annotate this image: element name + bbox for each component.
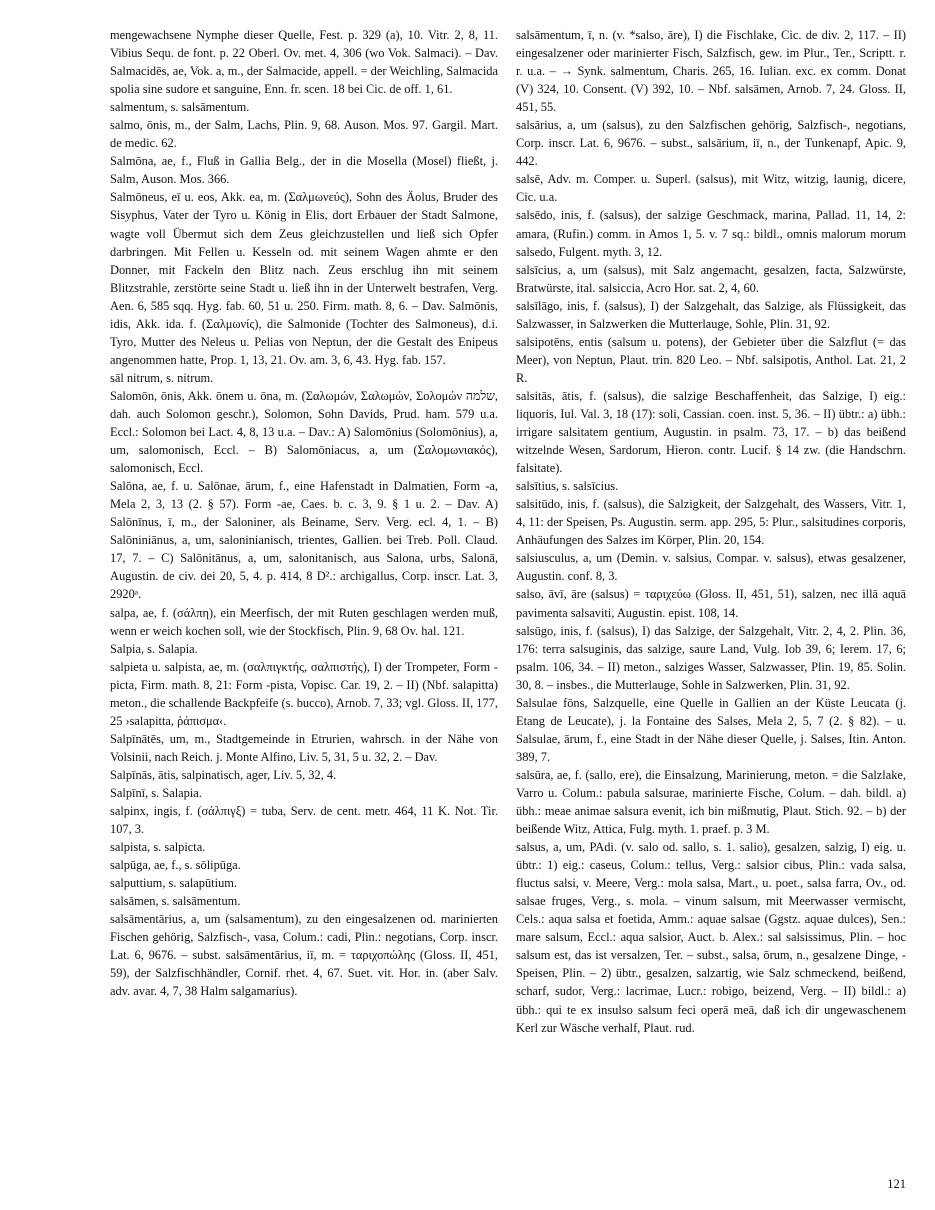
dictionary-entry: Salsulae fōns, Salzquelle, eine Quelle in Gallien an der Küste Leucata (j. Etang de Leucate), j. la Fontaine des Salses, Mela 2, 5, 7 (2. § 82). – u. Salsulae, ārum, f., eine Stadt in der Nähe dieser Quelle, j. Salses, Itin. Anton. 389, 7. bbox=[516, 695, 906, 764]
dictionary-entry: salsāmentārius, a, um (salsamentum), zu den eingesalzenen od. marinierten Fischen gehörig, Salzfisch-, vasa, Colum.: cadi, Plin.: negotians, Corp. inscr. Lat. 6, 9676. – subst. salsāmentārius, iī, m. = ταριχοπώλης (Gloss. II, 451, 59), der Salzfischhändler, Cornif. rhet. 4, 67. Suet. vit. Hor. in. (aber Salv. adv. avar. 4, 7, 38 Halm salgamarius). bbox=[110, 912, 498, 999]
dictionary-entry: Salomōn, ōnis, Akk. ōnem u. ōna, m. (Σαλωμών, Σαλωμών, Σολομών שלמה, dah. auch Solomon geschr.), Solomon, Sohn Davids, Prud. ham. 579 u.a. Eccl.: Solomon bei Lact. 4, 8, 13 u.a. – Dav.: A) Salomōnius (Solomōnius), a, um, salomonisch, Eccl. – B) Salomōniacus, a, um (Σαλομωνιακός), salomonisch, Eccl. bbox=[110, 388, 498, 476]
dictionary-entry: Salpīnātēs, um, m., Stadtgemeinde in Etrurien, wahrsch. in der Nähe von Volsinii, nach Reich. j. Monte Alfino, Liv. 5, 31, 5 u. 32, 2. – Dav. bbox=[110, 731, 498, 764]
dictionary-entry: salpieta u. salpista, ae, m. (σαλπιγκτής, σαλπιστής), I) der Trompeter, Form -picta, Firm. math. 8, 21: Form -pista, Vopisc. Car. 19, 2. – II) (Nbf. salapitta) meton., die schallende Backpfeife (s. bucco), Arnob. 7, 33; vgl. Gloss. II, 177, 25 ›salapitta, ῥάπισμα‹. bbox=[110, 659, 498, 728]
dictionary-entry: salsipotēns, entis (salsum u. potens), der Gebieter über die Salzflut (= das Meer), von Neptun, Plaut. trin. 820 Leo. – Nbf. salsipotis, Anthol. Lat. 21, 2 R. bbox=[516, 334, 906, 385]
dictionary-entry: salpa, ae, f. (σάλπη), ein Meerfisch, der mit Ruten geschlagen werden muß, wenn er weich kochen soll, wie der Stockfisch, Plin. 9, 68 Ov. hal. 121. bbox=[110, 605, 498, 638]
dictionary-entry: salsītius, s. salsīcius. bbox=[516, 479, 619, 494]
dictionary-entry: Salpīnī, s. Salapia. bbox=[110, 785, 202, 800]
dictionary-entry: mengewachsene Nymphe dieser Quelle, Fest. p. 329 (a), 10. Vitr. 2, 8, 11. Vibius Sequ. de font. p. 22 Oberl. Ov. met. 4, 306 (wo Vok. Salmaci). – Dav. Salmacidēs, ae, Vok. a, m., der Salmacide, appell. = der Weichling, Salmacida spolia sine sudore et sanguine, Enn. fr. scen. 18 bei Cic. de off. 1, 61. bbox=[110, 28, 498, 97]
dictionary-entry: salmo, ōnis, m., der Salm, Lachs, Plin. 9, 68. Auson. Mos. 97. Gargil. Mart. de medic. 62. bbox=[110, 118, 498, 151]
dictionary-entry: salsūgo, inis, f. (salsus), I) das Salzige, der Salzgehalt, Vitr. 2, 4, 2. Plin. 36, 176: terra salsuginis, das salzige, saure Land, Vulg. Iob 39, 6; Ierem. 17, 6; psalm. 106, 34. – II) meton., salziges Wasser, Salzwasser, Plin. 19, 85. Solin. 30, 8. – insbes., die Mutterlauge, Sohle in Salzwerken, Plin. 31, 92. bbox=[516, 623, 906, 692]
dictionary-entry: Salpīnās, ātis, salpinatisch, ager, Liv. 5, 32, 4. bbox=[110, 767, 337, 782]
dictionary-entry: salpinx, ingis, f. (σάλπιγξ) = tuba, Serv. de cent. metr. 464, 11 K. Not. Tir. 107, 3. bbox=[110, 804, 498, 837]
dictionary-entry: Salpia, s. Salapia. bbox=[110, 641, 198, 656]
dictionary-entry: Salōna, ae, f. u. Salōnae, ārum, f., eine Hafenstadt in Dalmatien, Form -a, Mela 2, 3, 13 (2. § 57). Form -ae, Caes. b. c. 3, 9. § 1 u. 2. – Dav. A) Salōnīnus, ī, m., der Saloniner, als Beiname, Serv. Verg. ecl. 4, 1. – B) Salōniniānus, a, um, saloninianisch, trientes, Gallien. bei Treb. Poll. Claud. 17, 7. – C) Salōnitānus, a, um, salonitanisch, aus Salona, urbs, Salonā, Augustin. de civ. dei 20, 5, 4. p. 414, 8 D².: archigallus, Corp. inscr. Lat. 3, 2920ᵃ. bbox=[110, 479, 498, 602]
dictionary-entry: salsārius, a, um (salsus), zu den Salzfischen gehörig, Salzfisch-, negotians, Corp. inscr. Lat. 6, 9676. – subst., salsārium, iī, n., der Tunkenapf, Apic. 9, 442. bbox=[516, 118, 906, 169]
dictionary-entry: salputtium, s. salapūtium. bbox=[110, 876, 237, 891]
dictionary-entry: salsē, Adv. m. Comper. u. Superl. (salsus), mit Witz, witzig, launig, dicere, Cic. u.a. bbox=[516, 172, 906, 205]
left-column bbox=[110, 26, 498, 1001]
right-column bbox=[516, 26, 906, 1037]
dictionary-entry: salsīcius, a, um (salsus), mit Salz angemacht, gesalzen, facta, Salzwürste, Bratwürste, ital. salsiccia, Acro Hor. sat. 2, 4, 60. bbox=[516, 262, 906, 295]
dictionary-entry: salsus, a, um, PAdi. (v. salo od. sallo, s. 1. salio), gesalzen, salzig, I) eig. u. übtr.: 1) eig.: caseus, Colum.: tellus, Verg.: salsior cibus, Plin.: vada salsa, fluctus salsi, v. Meere, Verg.: mola salsa, Mart., u. poet., salsa farra, Ov., od. salsae fruges, Verg., s. mola. – vinum salsum, mit Meerwasser vermischt, Cels.: aqua salsa et foetida, Amm.: aquae salsae (Ggstz. aquae dulces), Sen.: mare salsum, Eccl.: aqua salsior, Auct. b. Alex.: sal salsissimus, Plin. – hoc salsum est, das ist versalzen, Ter. – subst., salsa, ōrum, n., gesalzene Dinge, -Speisen, Plin. – 2) übtr., gesalzen, salzartig, wie Salz schmeckend, beißend, scharf, sudor, Verg.: lacrimae, Lucr.: robigo, beizend, Verg. – II) bildl.: a) übh.: qui te ex insulso salsum feci operā meā, daß ich dir ungewaschenem Kerl zur Wäsche verhalf, Plaut. rud. bbox=[516, 840, 906, 1035]
dictionary-entry: sāl nitrum, s. nitrum. bbox=[110, 370, 214, 385]
dictionary-entry: salsīlāgo, inis, f. (salsus), I) der Salzgehalt, das Salzige, als Flüssigkeit, das Salzwasser, in Salzwerken die Mutterlauge, Sohle, Plin. 31, 92. bbox=[516, 298, 906, 331]
dictionary-entry: Salmōna, ae, f., Fluß in Gallia Belg., der in die Mosella (Mosel) fließt, j. Salm, Auson. Mos. 366. bbox=[110, 154, 498, 187]
dictionary-entry: salsiusculus, a, um (Demin. v. salsius, Compar. v. salsus), etwas gesalzener, Augustin. conf. 8, 3. bbox=[516, 551, 906, 584]
page-number: 121 bbox=[887, 1177, 906, 1191]
dictionary-entry: salsitās, ātis, f. (salsus), die salzige Beschaffenheit, das Salzige, I) eig.: liquoris, Iul. Val. 3, 18 (17): soli, Cassian. coen. inst. 5, 36. – II) übtr.: a) übh.: irrigare salsitatem gentium, Augustin. in psalm. 73, 17. – b) das beißend witzelnde Wesen, Sardorum, Hieron. contr. Lucif. § 14 zw. (die Handschrn. falsitate). bbox=[516, 388, 906, 476]
dictionary-entry: Salmōneus, eī u. eos, Akk. ea, m. (Σαλμωνεύς), Sohn des Äolus, Bruder des Sisyphus, Vater der Tyro u. König in Elis, dort Erbauer der Stadt Salmone, wagte voll Übermut sich dem Zeus gleichzustellen und ließ sich Opfer darbringen. Mit Fellen u. Kesseln od. mit seinem Wagen ahmte er den Donner, mit Fackeln den Blitz nach. Zeus erschlug ihn mit seinem Blitzstrahle, zerstörte seine Stadt u. ließ ihn in der Unterwelt bestrafen, Verg. Aen. 6, 585 sqq. Hyg. fab. 60, 51 u. 250. Firm. math. 8, 6. – Dav. Salmōnis, idis, Akk. ida. f. (Σαλμωνίς), die Salmonide (Tochter des Salmoneus), d.i. Tyro, Mutter des Neleus u. Pelias von Neptun, der die Gestalt des Enipeus angenommen hatte, Prop. 1, 13, 21. Ov. am. 3, 6, 43. Hyg. fab. 157. bbox=[110, 190, 498, 367]
dictionary-entry: salsēdo, inis, f. (salsus), der salzige Geschmack, marina, Pallad. 11, 14, 2: amara, (Rufin.) comm. in Amos 1, 5. v. 7 sq.: bildl., omnis malorum morum salsedo, Fulgent. myth. 3, 12. bbox=[516, 208, 906, 259]
dictionary-entry: salsūra, ae, f. (sallo, ere), die Einsalzung, Marinierung, meton. = die Salzlake, Varro u. Colum.: pabula salsurae, marinierte Fische, Colum. – dah. bildl. a) übh.: meae animae salsura evenit, ich bin mißmutig, Plaut. Stich. 92. – b) der beißende Witz, Attica, Fulg. myth. 1. praef. p. 3 M. bbox=[516, 767, 906, 837]
dictionary-entry: salmentum, s. salsāmentum. bbox=[110, 100, 250, 115]
dictionary-entry: salso, āvī, āre (salsus) = ταριχεύω (Gloss. II, 451, 51), salzen, nec illā aquā pavimenta salsaviti, Augustin. epist. 108, 14. bbox=[516, 587, 906, 620]
dictionary-entry: salpista, s. salpicta. bbox=[110, 840, 206, 855]
dictionary-entry: salsāmen, s. salsāmentum. bbox=[110, 894, 241, 909]
dictionary-entry: salsāmentum, ī, n. (v. *salso, āre), I) die Fischlake, Cic. de div. 2, 117. – II) eingesalzener oder marinierter Fisch, Salzfisch, gew. im Plur., Ter., Scriptt. r. r. u.a. – → Synk. salmentum, Charis. 265, 16. Iulian. exc. ex comm. Donat (V) 324, 10. Consent. (V) 392, 10. – Nbf. salsāmen, Arnob. 7, 24. Gloss. II, 451, 55. bbox=[516, 28, 906, 115]
dictionary-entry: salpūga, ae, f., s. sōlipūga. bbox=[110, 858, 241, 873]
dictionary-entry: salsitūdo, inis, f. (salsus), die Salzigkeit, der Salzgehalt, des Wassers, Vitr. 1, 4, 11: der Speisen, Ps. Augustin. serm. app. 295, 5: Plur., salsitudines corporis, Anhäufungen des Salzes im Körper, Plin. 20, 154. bbox=[516, 497, 906, 548]
